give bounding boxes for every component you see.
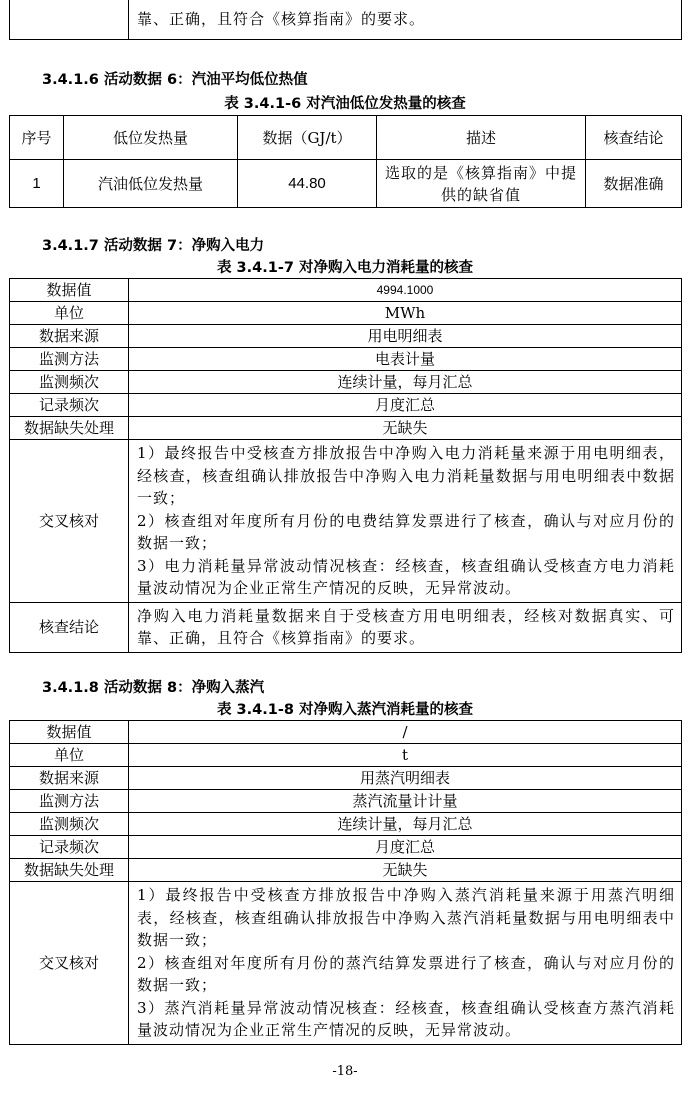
conclusion-text: 净购入电力消耗量数据来自于受核查方用电明细表，经核对数据真实、可靠、正确，且符合《核算指南》的要求。 [129,602,682,652]
row-label: 数据缺失处理 [10,417,129,440]
row-value: 无缺失 [129,417,682,440]
row-label: 单位 [10,302,129,325]
continuation-table [9,0,682,40]
conclusion-label: 核查结论 [10,602,129,652]
row-label: 监测频次 [10,813,129,836]
cell-index: 1 [10,160,64,208]
row-label: 监测方法 [10,790,129,813]
row-label: 数据值 [10,721,129,744]
row-label: 数据来源 [10,767,129,790]
row-value: 电表计量 [129,348,682,371]
header-conclusion: 核查结论 [586,116,682,160]
gasoline-table [9,115,682,208]
table-caption-8: 表 3.4.1-8 对净购入蒸汽消耗量的核查 [217,702,473,718]
row-value: 连续计量，每月汇总 [129,371,682,394]
cell-heat-name: 汽油低位发热量 [64,160,238,208]
row-value: 蒸汽流量计计量 [129,790,682,813]
row-value: 4994.1000 [129,279,682,302]
section-heading-6: 3.4.1.6 活动数据 6：汽油平均低位热值 [42,72,308,88]
header-heat-value: 低位发热量 [64,116,238,160]
row-label: 监测频次 [10,371,129,394]
row-value: t [129,744,682,767]
cell-conclusion: 数据准确 [586,160,682,208]
continuation-text: 靠、正确，且符合《核算指南》的要求。 [129,0,682,40]
cross-check-label: 交叉核对 [10,440,129,603]
cell-description: 选取的是《核算指南》中提供的缺省值 [377,160,586,208]
row-value: 无缺失 [129,859,682,882]
cell-heat-data: 44.80 [238,160,377,208]
table-caption-7: 表 3.4.1-7 对净购入电力消耗量的核查 [217,260,473,276]
table-caption-6: 表 3.4.1-6 对汽油低位发热量的核查 [224,96,466,112]
header-description: 描述 [377,116,586,160]
page-number: -18- [332,1064,358,1079]
electricity-table [9,278,682,653]
row-value: MWh [129,302,682,325]
row-label: 记录频次 [10,394,129,417]
row-label: 数据值 [10,279,129,302]
row-label: 监测方法 [10,348,129,371]
cross-check-text: 1）最终报告中受核查方排放报告中净购入电力消耗量来源于用电明细表，经核查，核查组确认排放报告中净购入电力消耗量数据与用电明细表中数据一致； 2）核查组对年度所有月份的电费结算发票进行了核查，确认与对应月份的数据一致； 3）电力消耗量异常波动情况核查：经核查，核查组确认受核查方电力消耗量波动情况为企业正常生产情况的反映，无异常波动。 [129,440,682,603]
header-index: 序号 [10,116,64,160]
row-value: 用电明细表 [129,325,682,348]
cross-check-label: 交叉核对 [10,882,129,1045]
row-label: 数据来源 [10,325,129,348]
row-value: / [129,721,682,744]
row-label: 单位 [10,744,129,767]
section-heading-7: 3.4.1.7 活动数据 7：净购入电力 [42,238,265,254]
steam-table [9,720,682,1045]
cross-check-text: 1）最终报告中受核查方排放报告中净购入蒸汽消耗量来源于用蒸汽明细表，经核查，核查组确认排放报告中净购入蒸汽消耗量数据与用电明细表中数据一致； 2）核查组对年度所有月份的蒸汽结算发票进行了核查，确认与对应月份的数据一致； 3）蒸汽消耗量异常波动情况核查：经核查，核查组确认受核查方蒸汽消耗量波动情况为企业正常生产情况的反映，无异常波动。 [129,882,682,1045]
header-data: 数据（GJ/t） [238,116,377,160]
row-value: 月度汇总 [129,394,682,417]
row-label: 记录频次 [10,836,129,859]
row-label: 数据缺失处理 [10,859,129,882]
section-heading-8: 3.4.1.8 活动数据 8：净购入蒸汽 [42,680,265,696]
row-value: 连续计量，每月汇总 [129,813,682,836]
row-value: 月度汇总 [129,836,682,859]
row-value: 用蒸汽明细表 [129,767,682,790]
